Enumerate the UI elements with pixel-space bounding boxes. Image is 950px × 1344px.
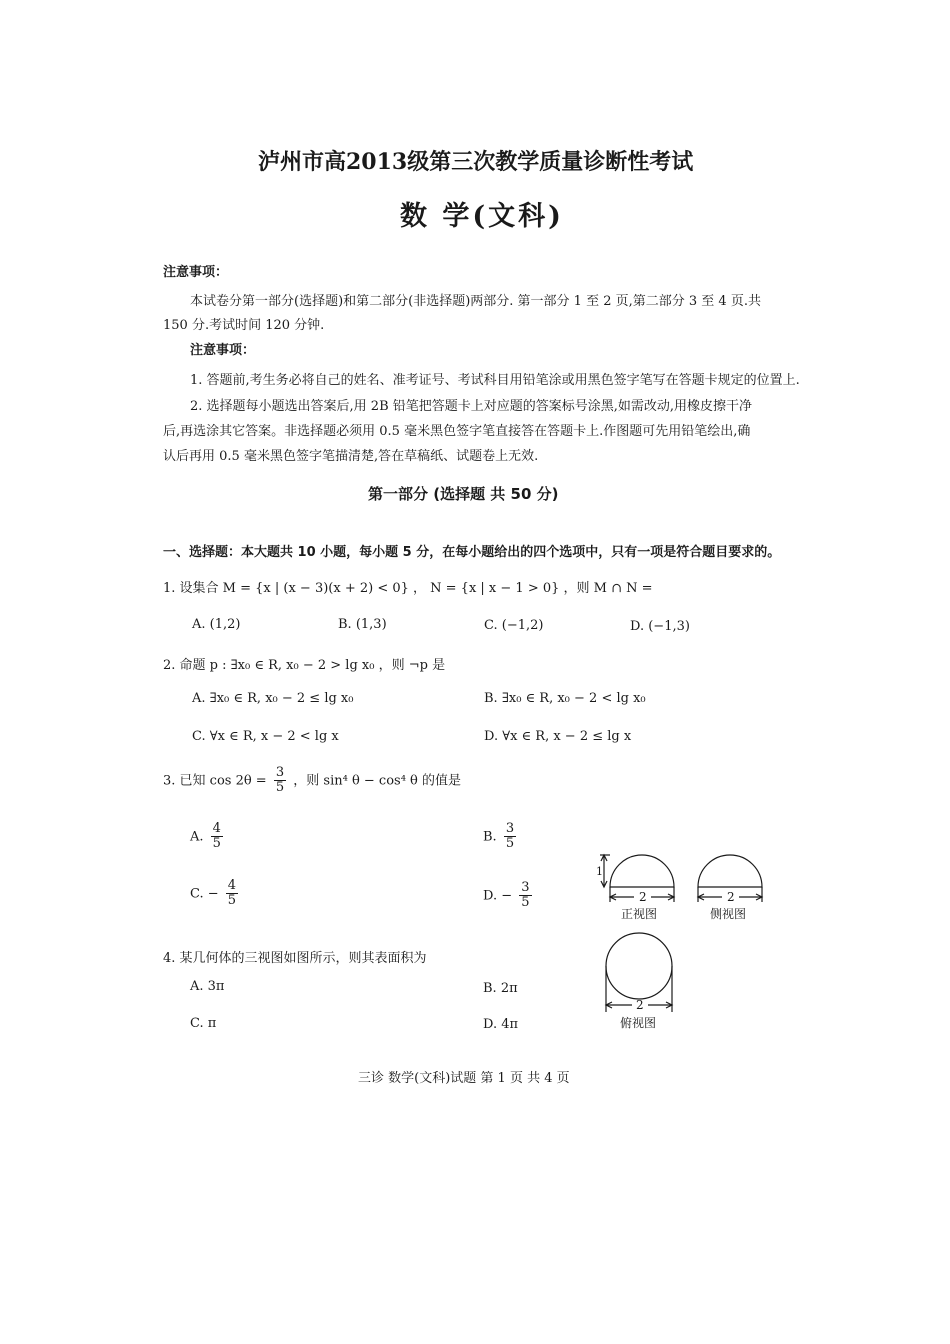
q3-stem xyxy=(163,766,461,796)
q3-stem-denominator: 5 xyxy=(275,780,285,796)
notice-item-1: 1. 答题前,考生务必将自己的姓名、准考证号、考试科目用铅笔涂或用黑色签字笔写在答题卡规定的位置上. xyxy=(190,373,800,388)
front-view-caption: 正视图 xyxy=(621,907,658,921)
q3-option-a-numerator: 4 xyxy=(212,821,221,836)
q1-option-d: D. (−1,3) xyxy=(630,619,690,634)
front-view-semicircle xyxy=(610,855,674,887)
q3-option-a xyxy=(190,822,226,852)
notice-item-2-line1: 2. 选择题每小题选出答案后,用 2B 铅笔把答题卡上对应题的答案标号涂黑,如需改动,用橡皮擦干净 xyxy=(190,399,753,414)
q3-option-d-numerator: 3 xyxy=(521,880,530,895)
q3-option-d-fraction xyxy=(519,881,531,911)
q3-option-c xyxy=(190,879,241,909)
three-view-figure xyxy=(596,842,776,1042)
q2-option-c: C. ∀x ∈ R, x − 2 < lg x xyxy=(192,729,339,744)
notice-item-2-line2: 后,再选涂其它答案。非选择题必须用 0.5 毫米黑色签字笔直接答在答题卡上.作图题可先用铅笔绘出,确 xyxy=(163,424,751,439)
q3-option-c-numerator: 4 xyxy=(227,878,237,893)
exam-subject: 数 学(文科) xyxy=(400,201,564,232)
q3-option-a-denominator: 5 xyxy=(212,836,221,852)
q4-option-c: C. π xyxy=(190,1016,217,1031)
q3-option-a-fraction xyxy=(211,822,223,852)
q3-option-a-label: A. xyxy=(190,829,204,845)
q2-option-b: B. ∃x₀ ∈ R, x₀ − 2 < lg x₀ xyxy=(484,691,646,706)
q3-stem-suffix: ，则 sin⁴ θ − cos⁴ θ 的值是 xyxy=(293,773,462,789)
side-view-caption: 侧视图 xyxy=(710,907,747,921)
q3-option-c-label: C. − xyxy=(190,886,219,902)
q3-stem-prefix: 3. 已知 cos 2θ = xyxy=(163,773,267,789)
notice-para1-line1: 本试卷分第一部分(选择题)和第二部分(非选择题)两部分. 第一部分 1 至 2 页,第二部分 3 至 4 页.共 xyxy=(190,294,761,309)
q3-option-d-label: D. − xyxy=(483,888,513,904)
q3-option-c-fraction xyxy=(226,879,238,909)
q4-option-a: A. 3π xyxy=(190,979,225,994)
front-view-width-label: 2 xyxy=(639,890,647,904)
side-view-semicircle xyxy=(698,855,762,887)
top-view-width-label: 2 xyxy=(636,998,644,1012)
q4-option-d: D. 4π xyxy=(483,1017,519,1032)
q2-option-d: D. ∀x ∈ R, x − 2 ≤ lg x xyxy=(484,729,632,744)
q1-option-b: B. (1,3) xyxy=(338,617,387,632)
q1-stem: 1. 设集合 M = {x | (x − 3)(x + 2) < 0} ， N = {x | x − 1 > 0} ，则 M ∩ N = xyxy=(163,581,653,596)
q4-stem: 4. 某几何体的三视图如图所示，则其表面积为 xyxy=(163,951,427,966)
q3-stem-fraction xyxy=(274,766,286,796)
page-footer: 三诊 数学(文科)试题 第 1 页 共 4 页 xyxy=(358,1071,570,1086)
q3-option-b-numerator: 3 xyxy=(505,821,515,836)
side-view-width-label: 2 xyxy=(727,890,735,904)
notice-heading: 注意事项： xyxy=(163,265,229,280)
q3-option-b-label: B. xyxy=(483,829,497,845)
q4-option-b: B. 2π xyxy=(483,981,518,996)
part1-instruction: 一、选择题：本大题共 10 小题，每小题 5 分，在每小题给出的四个选项中，只有一项是符合题目要求的。 xyxy=(163,545,781,560)
notice-item-2-line3: 认后再用 0.5 毫米黑色签字笔描清楚,答在草稿纸、试题卷上无效. xyxy=(163,449,539,464)
q3-option-b xyxy=(483,822,519,852)
q3-stem-numerator: 3 xyxy=(275,765,285,780)
q3-option-b-fraction xyxy=(504,822,516,852)
q2-option-a: A. ∃x₀ ∈ R, x₀ − 2 ≤ lg x₀ xyxy=(192,691,354,706)
q2-stem: 2. 命题 p : ∃x₀ ∈ R, x₀ − 2 > lg x₀ ，则 ¬p 是 xyxy=(163,658,446,673)
notice-heading-2: 注意事项： xyxy=(190,343,256,358)
top-view-caption: 俯视图 xyxy=(620,1016,657,1030)
notice-para1-line2: 150 分.考试时间 120 分钟. xyxy=(163,318,325,333)
part1-heading: 第一部分 (选择题 共 50 分) xyxy=(368,485,559,503)
front-view-height-label: 1 xyxy=(596,865,603,878)
exam-title: 泸州市高2013级第三次教学质量诊断性考试 xyxy=(258,149,694,175)
q3-option-d xyxy=(483,881,535,911)
q3-option-d-denominator: 5 xyxy=(521,895,530,911)
q1-option-a: A. (1,2) xyxy=(192,617,241,632)
top-view-circle xyxy=(606,933,672,999)
q1-option-c: C. (−1,2) xyxy=(484,618,544,633)
q3-option-c-denominator: 5 xyxy=(227,893,237,909)
q3-option-b-denominator: 5 xyxy=(505,836,515,852)
